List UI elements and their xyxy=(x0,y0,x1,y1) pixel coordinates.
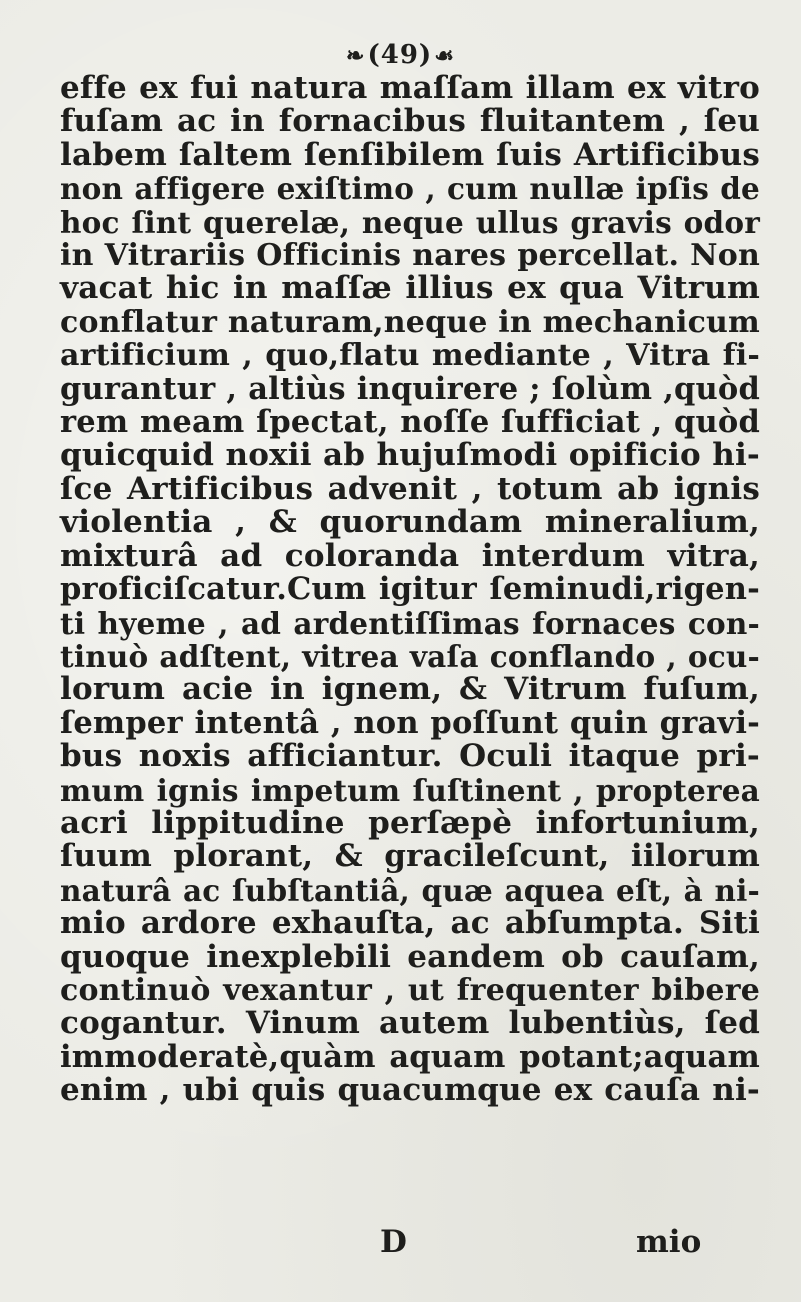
text-line: rem meam ſpectat, noſſe ſufficiat , quòd xyxy=(60,404,760,441)
text-line: in Vitrariis Officinis nares percellat. Non xyxy=(60,238,760,274)
page-header xyxy=(0,40,801,70)
text-line: ti hyeme , ad ardentiſſimas fornaces con- xyxy=(60,605,760,641)
text-line: fuſam ac in fornacibus fluitantem , ſeu xyxy=(60,103,760,140)
text-line: ſce Artificibus advenit , totum ab ignis xyxy=(60,470,760,507)
text-line: labem ſaltem ſenſibilem ſuis Artificibus xyxy=(60,136,760,173)
text-line: lorum acie in ignem, & Vitrum fuſum, xyxy=(60,671,760,708)
text-line: ſuum plorant, & gracileſcunt, iilorum xyxy=(60,838,760,875)
text-line: ſemper intentâ , non poſſunt quin gravi- xyxy=(60,704,760,741)
text-line: non affigere exiſtimo , cum nullæ ipſis de xyxy=(60,171,760,207)
body-text xyxy=(60,72,760,1108)
text-line: conflatur naturam,neque in mechanicum xyxy=(60,304,760,340)
text-line: quoque inexplebili eandem ob cauſam, xyxy=(60,938,760,975)
text-line: quicquid noxii ab hujuſmodi opificio hi- xyxy=(60,437,760,474)
text-line: bus noxis afficiantur. Oculi itaque pri- xyxy=(60,738,760,775)
text-line: immoderatè,quàm aquam potant;aquam xyxy=(60,1038,760,1075)
page-number: (49) xyxy=(367,40,433,70)
catchword: mio xyxy=(636,1224,702,1260)
text-line: mio ardore exhauſta, ac abſumpta. Siti xyxy=(60,905,760,942)
text-line: effe ex fui natura maſſam illam ex vitro xyxy=(60,70,760,106)
text-line: continuò vexantur , ut frequenter bibere xyxy=(60,972,760,1008)
left-ornament-icon: ❧ xyxy=(346,43,366,69)
text-line: mum ignis impetum ſuſtinent , propterea xyxy=(60,772,760,808)
text-line: artificium , quo,flatu mediante , Vitra fi- xyxy=(60,338,760,374)
right-ornament-icon: ☙ xyxy=(434,43,455,69)
text-line: proficiſcatur.Cum igitur ſeminudi,rigen- xyxy=(60,571,760,608)
page-footer xyxy=(0,1224,801,1264)
text-line: acri lippitudine perſæpè infortunium, xyxy=(60,804,760,841)
signature-mark: D xyxy=(380,1224,407,1260)
text-line: vacat hic in maſſæ illius ex qua Vitrum xyxy=(60,270,760,307)
text-line: enim , ubi quis quacumque ex cauſa ni- xyxy=(60,1072,760,1109)
text-line: gurantur , altiùs inquirere ; ſolùm ,quòd xyxy=(60,370,760,407)
text-line: mixturâ ad coloranda interdum vitra, xyxy=(60,537,760,574)
text-line: naturâ ac ſubſtantiâ, quæ aquea eſt, à ni- xyxy=(60,872,760,908)
text-line: hoc ſint querelæ, neque ullus gravis odor xyxy=(60,204,760,240)
text-line: violentia , & quorundam mineralium, xyxy=(60,504,760,541)
text-line: cogantur. Vinum autem lubentiùs, ſed xyxy=(60,1005,760,1042)
text-line: tinuò adſtent, vitrea vaſa conflando , ocu- xyxy=(60,638,760,674)
